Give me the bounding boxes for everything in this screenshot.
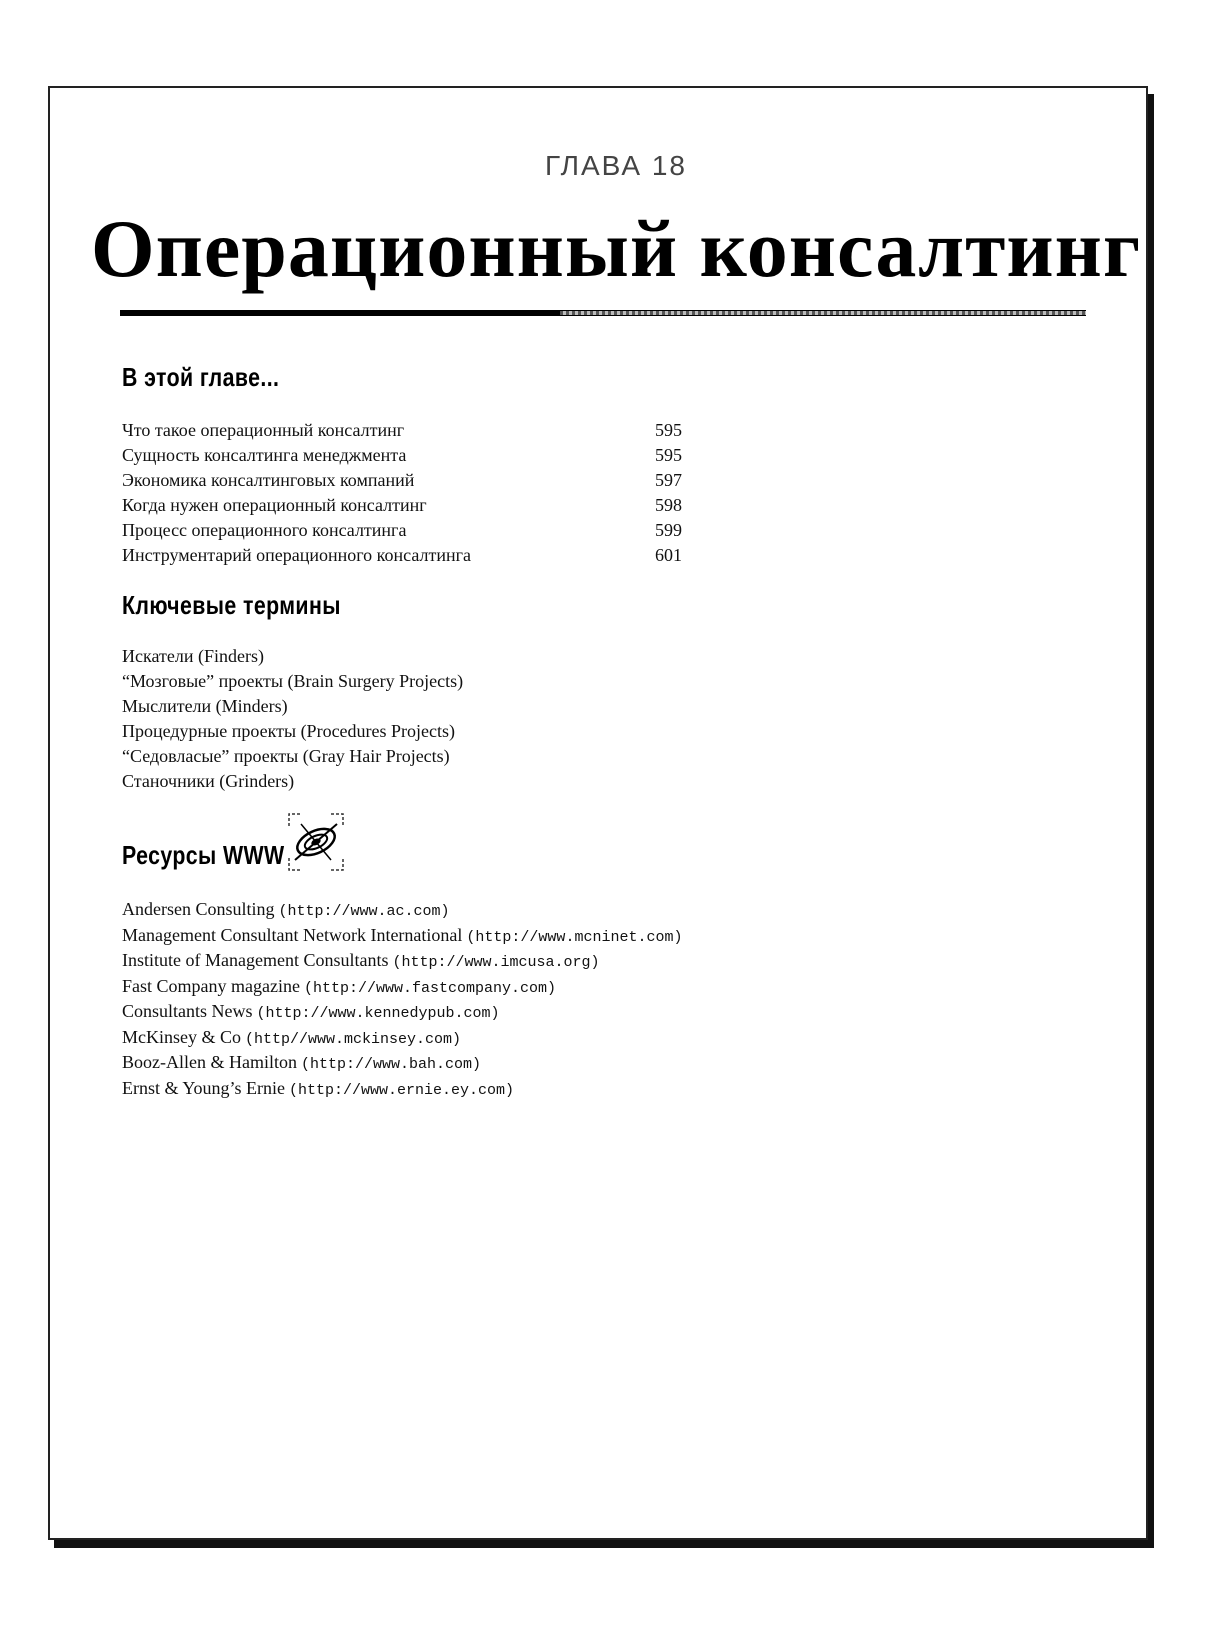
resource-url: (http://www.ac.com) <box>278 903 450 920</box>
contents-item <box>122 418 682 443</box>
resource-url: (http://www.imcusa.org) <box>392 954 600 971</box>
contents-item-text: Что такое операционный консалтинг <box>122 420 405 440</box>
resource-url: (http//www.mckinsey.com) <box>245 1030 462 1048</box>
www-resources-list <box>122 897 682 1101</box>
resource-url: (http://www.fastcompany.com) <box>303 979 557 997</box>
resource-name: Andersen Consulting <box>122 899 275 919</box>
contents-item-text: Инструментарий операционного консалтинга <box>122 545 471 565</box>
resource-name: Consultants News <box>122 1001 253 1021</box>
resource-item <box>122 948 682 974</box>
resource-item <box>122 1050 682 1076</box>
contents-item-page: 595 <box>655 420 682 440</box>
resource-url: (http://www.bah.com) <box>300 1056 482 1073</box>
in-this-chapter-heading: В этой главе... <box>122 362 280 392</box>
chapter-label: ГЛАВА 18 <box>545 150 687 181</box>
key-term: Искатели (Finders) <box>122 646 264 666</box>
contents-item-text: Сущность консалтинга менеджмента <box>122 445 407 465</box>
contents-item-text: Когда нужен операционный консалтинг <box>122 495 427 515</box>
contents-item-page: 599 <box>655 520 682 540</box>
key-terms-heading: Ключевые термины <box>122 590 341 620</box>
contents-item <box>122 468 682 493</box>
contents-item <box>122 518 682 543</box>
resource-item <box>122 999 682 1025</box>
resource-item <box>122 923 682 949</box>
resource-item <box>122 1076 682 1102</box>
resource-name: Management Consultant Network International <box>122 924 463 945</box>
contents-item <box>122 443 682 468</box>
key-term: Станочники (Grinders) <box>122 771 295 791</box>
key-term: “Седовласые” проекты (Gray Hair Projects) <box>122 746 450 766</box>
resource-item <box>122 1025 682 1051</box>
resource-item <box>122 974 682 1000</box>
key-term: Мыслители (Minders) <box>122 696 288 716</box>
contents-item-page: 595 <box>655 445 682 465</box>
resource-item <box>122 897 682 923</box>
contents-item <box>122 493 682 518</box>
chapter-title: Операционный консалтинг <box>90 203 1142 294</box>
contents-item-page: 597 <box>655 470 682 490</box>
resource-name: McKinsey & Co <box>122 1026 241 1047</box>
resource-url: (http://www.mcninet.com) <box>466 928 683 946</box>
resource-name: Booz-Allen & Hamilton <box>122 1052 297 1072</box>
contents-item <box>122 543 682 568</box>
title-rule-texture <box>560 311 1086 315</box>
resource-url: (http://www.kennedypub.com) <box>256 1005 500 1022</box>
key-term: “Мозговые” проекты (Brain Surgery Projects) <box>122 671 464 691</box>
resource-name: Institute of Management Consultants <box>122 950 389 970</box>
contents-item-page: 598 <box>655 495 682 515</box>
chapter-contents <box>122 418 682 568</box>
contents-item-text: Экономика консалтинговых компаний <box>122 470 415 490</box>
contents-item-page: 601 <box>655 545 682 565</box>
resource-url: (http://www.ernie.ey.com) <box>289 1081 515 1099</box>
www-resources-heading: Ресурсы WWW <box>122 840 285 870</box>
page-frame <box>48 86 1148 1540</box>
key-term: Процедурные проекты (Procedures Projects) <box>122 721 456 741</box>
resource-name: Fast Company magazine <box>122 975 300 996</box>
resource-name: Ernst & Young’s Ernie <box>122 1077 286 1098</box>
www-globe-icon <box>287 812 345 872</box>
key-terms-list <box>122 644 463 794</box>
contents-item-text: Процесс операционного консалтинга <box>122 520 407 540</box>
